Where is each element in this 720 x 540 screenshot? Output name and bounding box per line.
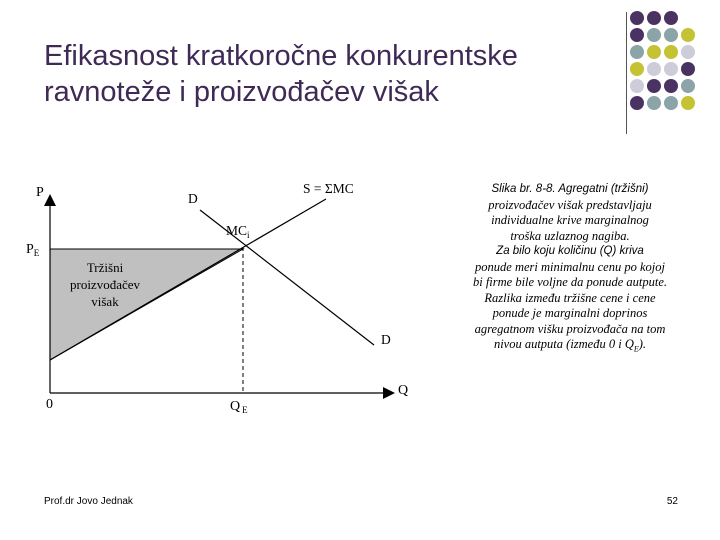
caption-line-4: troška uzlaznog nagiba.: [510, 228, 630, 243]
demand-label-bottom: D: [381, 332, 391, 347]
caption-line-9: ponude je marginalni doprinos: [492, 306, 648, 320]
y-axis-label: P: [36, 185, 44, 200]
caption-line-7: bi firme bile voljne da ponude autpute.: [472, 275, 668, 289]
x-axis-label: Q: [398, 383, 409, 398]
caption-line-11: nivou autputa (između 0 i $Q_E$).: [493, 337, 647, 354]
quantity-label: Q $_E$: [230, 399, 248, 415]
price-label: $P_E$: [26, 242, 40, 258]
title-line-1: Efikasnost kratkoročne konkurentske: [44, 40, 518, 72]
caption-line-3: individualne krive marginalnog: [491, 213, 649, 227]
supply-label: S = ΣMC: [303, 181, 354, 196]
caption-line-10: agregatnom višku proizvođača na tom: [474, 321, 666, 336]
caption-line-5: Za bilo koju količinu (Q) kriva: [496, 245, 644, 257]
figure-caption: [452, 182, 688, 357]
mc-label: $MC_i$: [226, 223, 250, 240]
caption-line-8: Razlika između tržišne cene i cene: [484, 290, 656, 305]
surplus-label-line-3: višak: [91, 294, 119, 309]
demand-label-top: D: [188, 191, 198, 206]
caption-line-6: ponude meri minimalnu cenu po kojoj: [475, 259, 665, 274]
title-line-2: ravnoteže i proizvođačev višak: [44, 76, 439, 108]
page-number: 52: [666, 496, 678, 507]
caption-line-1: Slika br. 8-8. Agregatni (tržišni): [491, 183, 649, 195]
caption-line-2: proizvođačev višak predstavljaju: [488, 197, 652, 212]
surplus-label-line-2: proizvođačev: [69, 277, 141, 292]
footer-author: Prof.dr Jovo Jednak: [44, 496, 133, 507]
origin-label: 0: [46, 397, 53, 412]
surplus-label-line-1: Tržišni: [86, 260, 124, 275]
